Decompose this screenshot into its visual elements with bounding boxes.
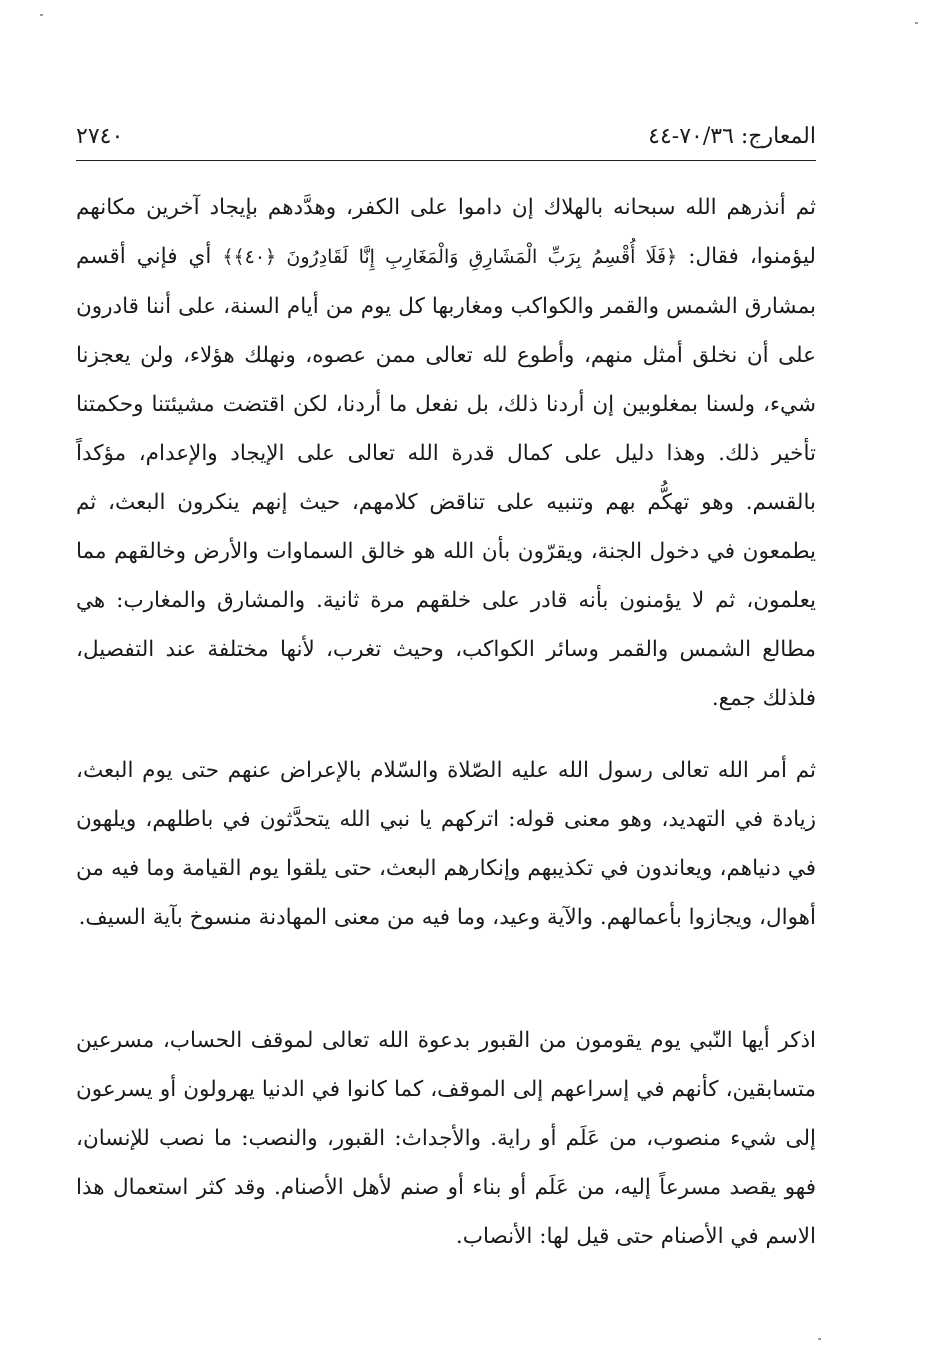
- page: [76, 0, 816, 1369]
- quran-verse: ﴿فَلَا أُقْسِمُ بِرَبِّ الْمَشَارِقِ وَالْمَغَارِبِ إِنَّا لَقَادِرُونَ ﴿٤٠﴾﴾: [222, 246, 678, 268]
- scan-speck: [40, 14, 43, 16]
- paragraph-3: اذكر أيها النّبي يوم يقومون من القبور بدعوة الله تعالى لموقف الحساب، مسرعين متسابقين، كأنهم في إسراعهم إلى الموقف، كما كانوا في الدنيا يهرولون أو يسرعون إلى شيء منصوب، من عَلَم أو راية. والأجداث: القبور، والنصب: ما نصب للإنسان، فهو يقصد مسرعاً إليه، من عَلَم أو بناء أو صنم لأهل الأصنام. وقد كثر استعمال هذا الاسم في الأصنام حتى قيل لها: الأنصاب.: [76, 1028, 816, 1249]
- page-header: [76, 118, 816, 154]
- paragraph-1-text-after: أي فإني أقسم بمشارق الشمس والقمر والكواكب ومغاربها كل يوم من أيام السنة، على أننا قادرون على أن نخلق أمثل منهم، وأطوع لله تعالى ممن عصوه، ونهلك هؤلاء، ولن يعجزنا شيء، ولسنا بمغلوبين إن أردنا ذلك، بل نفعل ما أردنا، لكن اقتضت مشيئتنا وحكمتنا تأخير ذلك. وهذا دليل على كمال قدرة الله تعالى على الإيجاد والإعدام، مؤكداً بالقسم. وهو تهكُّم بهم وتنبيه على تناقض كلامهم، حيث إنهم ينكرون البعث، ثم يطمعون في دخول الجنة، ويقرّون بأن الله هو خالق السماوات والأرض وخالقهم مما يعلمون، ثم لا يؤمنون بأنه قادر على خلقهم مرة ثانية. والمشارق والمغارب: هي مطالع الشمس والقمر وسائر الكواكب، وحيث تغرب، لأنها مختلفة عند التفصيل، فلذلك جمع.: [76, 244, 816, 711]
- page-number: ٢٧٤٠: [76, 123, 124, 149]
- paragraph-1: [76, 183, 816, 723]
- surah-reference: المعارج: ٧٠/٣٦-٤٤: [648, 123, 816, 149]
- paragraph-1-text-before: ثم أنذرهم الله سبحانه بالهلاك إن داموا على الكفر، وهدَّدهم بإيجاد آخرين مكانهم ليؤمنوا، فقال:: [76, 195, 816, 269]
- header-divider: [76, 160, 816, 161]
- scan-speck: [818, 1338, 821, 1340]
- scan-speck: [915, 22, 918, 24]
- paragraph-2: ثم أمر الله تعالى رسول الله عليه الصّلاة والسّلام بالإعراض عنهم حتى يوم البعث، زيادة في التهديد، وهو معنى قوله: اتركهم يا نبي الله يتحدَّثون في باطلهم، ويلهون في دنياهم، ويعاندون في تكذيبهم وإنكارهم البعث، حتى يلقوا يوم القيامة وما فيه من أهوال، ويجازوا بأعمالهم. والآية وعيد، وما فيه من معنى المهادنة منسوخ بآية السيف.: [76, 758, 816, 930]
